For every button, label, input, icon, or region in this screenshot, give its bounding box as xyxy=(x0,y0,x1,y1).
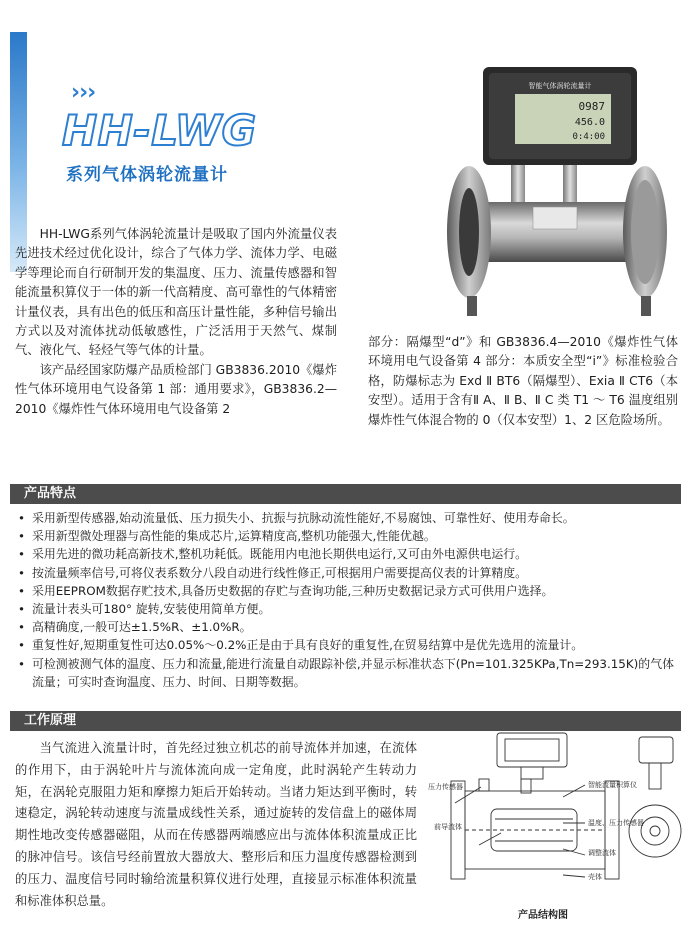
feature-item: • 按流量频率信号,可将仪表系数分八段自动进行线性修正,可根据用户需要提高仪表的计算精度。 xyxy=(14,564,681,582)
diagram-label: 调整流体 xyxy=(588,849,616,857)
intro-text xyxy=(15,225,337,419)
intro-paragraph-1: HH-LWG系列气体涡轮流量计是吸取了国内外流量仪表先进技术经过优化设计，综合了气体力学、流体力学、电磁学等理论而自行研制开发的集温度、压力、流量传感器和智能流量积算仪于一体的新一代高精度、高可靠性的气体精密计量仪表，具有出色的低压和高压计量性能，多种信号输出方式以及对流体扰动低敏感性，广泛活用于天然气、煤制气、液化气、轻烃气等气体的计量。 xyxy=(15,227,337,358)
features-heading: 产品特点 xyxy=(10,484,681,504)
diagram-label: 壳体 xyxy=(588,873,602,881)
principle-text: 当气流进入流量计时，首先经过独立机芯的前导流体并加速，在流体的作用下，由于涡轮叶片与流体流向成一定角度，此时涡轮产生转动力矩，在涡轮克服阻力矩和摩擦力矩后开始转动。当诸力矩达到平衡时，转速稳定，涡轮转动速度与流量成线性关系，通过旋转的发信盘上的磁体周期性地改变传感器磁阻，从而在传感器两端感应出与流体体积流量成正比的脉冲信号。该信号经前置放大器放大、整形后和压力温度传感器检测到的压力、温度信号同时输给流量积算仪进行处理，直接显示标准体积流量和标准体积总量。 xyxy=(15,741,417,908)
feature-item: • 采用EEPROM数据存贮技术,具备历史数据的存贮与查询功能,三种历史数据记录方式可供用户选择。 xyxy=(14,582,681,600)
intro-paragraph-2: 该产品经国家防爆产品质检部门 GB3836.2010《爆炸性气体环境用电气设备第 1 部：通用要求》，GB3836.2—2010《爆炸性气体环境用电气设备第 2 xyxy=(15,362,338,416)
lcd-line-1: 0987 xyxy=(578,100,605,113)
diagram-label: 温度、压力传感器 xyxy=(588,819,644,827)
feature-item: • 流量计表头可180° 旋转,安装使用简单方便。 xyxy=(14,600,681,618)
lcd-line-2: 456.0 xyxy=(574,117,605,128)
display-heading: 智能气体涡轮流量计 xyxy=(528,82,592,90)
intro-continuation: 部分：隔爆型“d”》和 GB3836.4—2010《爆炸性气体环境用电气设备第 4 部分：本质安全型“i”》标准检验合格，防爆标志为 Exd Ⅱ BT6（隔爆型）、Exia Ⅱ CT6（本安型）。适用于含有Ⅱ A、Ⅱ B、Ⅱ C 类 T1 ～ T6 温度组别爆炸性气体混合物的 0（仅本安型）1、2 区危险场所。 xyxy=(368,335,678,427)
chevron-right-icon: ››› xyxy=(71,80,96,105)
lcd-line-3: 0:4:00 xyxy=(572,132,605,142)
feature-item: • 高精确度,一般可达±1.5%R、±1.0%R。 xyxy=(14,618,681,636)
principle-heading: 工作原理 xyxy=(10,711,681,731)
feature-item: • 可检测被测气体的温度、压力和流量,能进行流量自动跟踪补偿,并显示标准状态下(Pn=101.325KPa,Tn=293.15K)的气体流量；可实时查询温度、压力、时间、日期等数据。 xyxy=(14,655,681,691)
feature-item: • 采用新型传感器,始动流量低、压力损失小、抗振与抗脉动流性能好,不易腐蚀、可靠性好、使用寿命长。 xyxy=(14,509,681,527)
page-title: HH-LWG xyxy=(62,106,257,155)
diagram-label: 压力传感器 xyxy=(428,783,463,791)
product-photo xyxy=(445,64,670,322)
structure-diagram xyxy=(425,727,683,903)
page-subtitle: 系列气体涡轮流量计 xyxy=(66,165,228,185)
diagram-label: 前导流体 xyxy=(434,823,462,831)
features-list xyxy=(14,509,681,691)
diagram-label: 智能流量积算仪 xyxy=(588,781,637,789)
feature-item: • 采用先进的微功耗高新技术,整机功耗低。既能用内电池长期供电运行,又可由外电源供电运行。 xyxy=(14,545,681,563)
feature-item: • 采用新型微处理器与高性能的集成芯片,运算精度高,整机功能强大,性能优越。 xyxy=(14,527,681,545)
diagram-caption: 产品结构图 xyxy=(518,910,568,921)
feature-item: • 重复性好,短期重复性可达0.05%～0.2%正是由于具有良好的重复性,在贸易结算中是优先选用的流量计。 xyxy=(14,636,681,654)
